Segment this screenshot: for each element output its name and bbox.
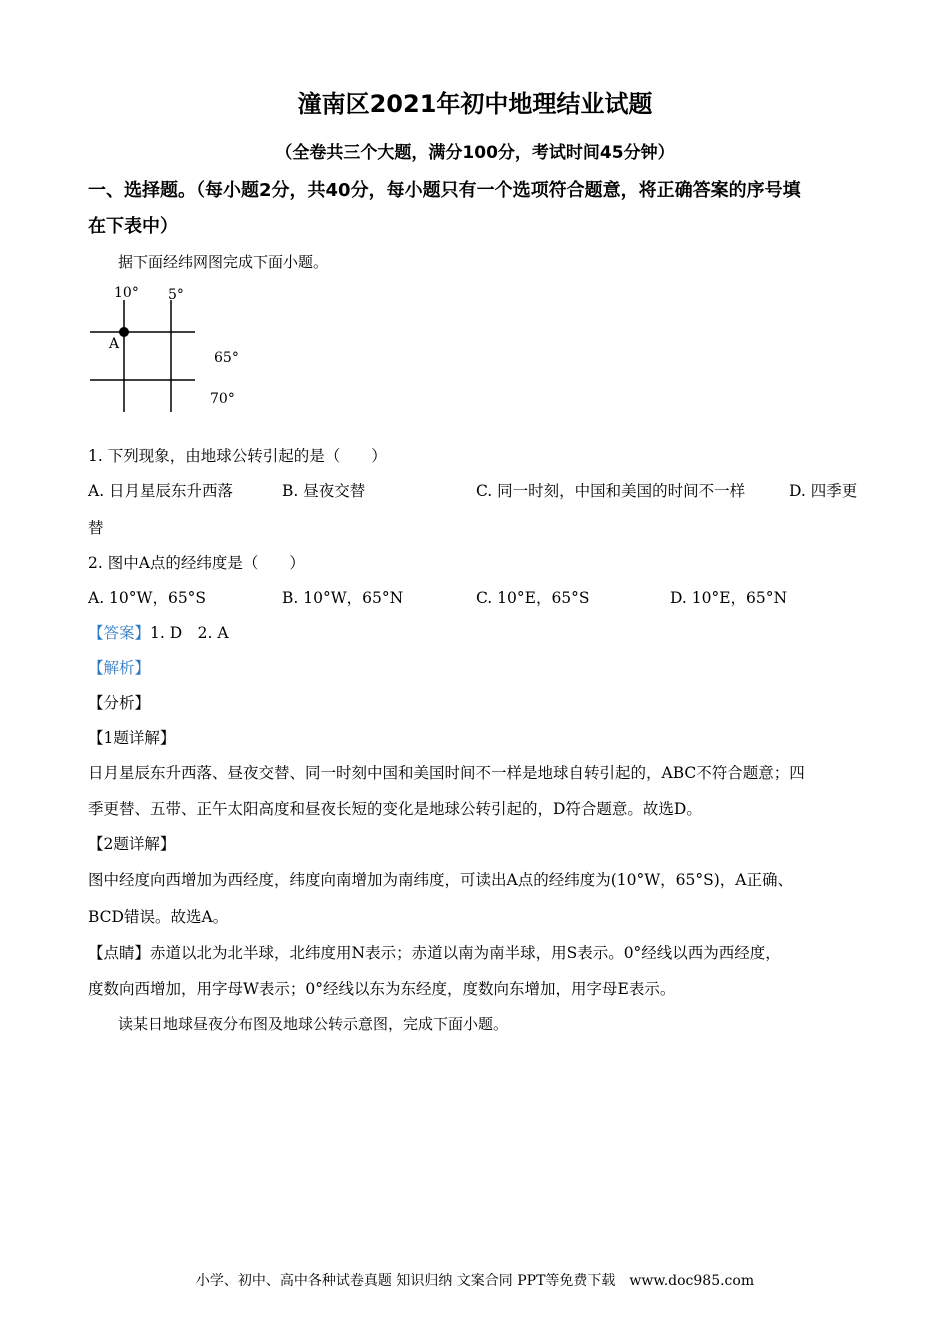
analysis-tag: 【解析】 [88,659,151,677]
tip-line2: 度数向西增加，用字母W表示；0°经线以东为东经度，度数向东增加，用字母E表示。 [88,980,676,998]
q2-stem: 2. 图中A点的经纬度是（ ） [88,554,305,572]
answer-text: 1. D 2. A [150,624,229,642]
q1-option-c: C. 同一时刻，中国和美国的时间不一样 [476,482,746,500]
page-subtitle: （全卷共三个大题，满分100分，考试时间45分钟） [275,143,675,163]
answer-tag: 【答案】 [88,624,151,642]
detail1-line2: 季更替、五带、正午太阳高度和昼夜长短的变化是地球公转引起的，D符合题意。故选D。 [88,800,702,818]
fenxi-tag: 【分析】 [88,694,151,712]
lat-label-70: 70° [210,391,235,407]
intro1: 据下面经纬网图完成下面小题。 [118,253,329,271]
lon-label-10: 10° [114,285,139,301]
lat-label-65: 65° [214,350,239,366]
q2-option-c: C. 10°E，65°S [476,589,590,607]
tip-text1: 赤道以北为北半球，北纬度用N表示；赤道以南为南半球，用S表示。0°经线以西为西经度， [150,944,781,962]
page-footer: 小学、初中、高中各种试卷真题 知识归纳 文案合同 PPT等免费下载 www.doc985.com [195,1273,755,1289]
q1-option-d-wrap: 替 [88,519,104,537]
detail1-line1: 日月星辰东升西落、昼夜交替、同一时刻中国和美国时间不一样是地球自转引起的，ABC不符合题意；四 [88,764,805,782]
tip-tag: 【点睛】 [88,944,151,962]
detail2-line2: BCD错误。故选A。 [88,908,229,926]
q2-option-a: A. 10°W，65°S [88,589,207,607]
q2-option-b: B. 10°W，65°N [282,589,404,607]
page-title: 潼南区2021年初中地理结业试题 [297,90,653,118]
tip-line1 [88,941,781,963]
detail2-line1: 图中经度向西增加为西经度，纬度向南增加为南纬度，可读出A点的经纬度为(10°W，65°S)，A正确、 [88,871,793,889]
detail2-tag: 【2题详解】 [88,835,176,853]
section1-line2: 在下表中） [88,216,178,237]
q1-option-b: B. 昼夜交替 [282,482,366,500]
detail1-tag: 【1题详解】 [88,729,176,747]
intro2: 读某日地球昼夜分布图及地球公转示意图，完成下面小题。 [118,1015,509,1033]
q1-stem: 1. 下列现象，由地球公转引起的是（ ） [88,447,387,465]
q1-option-a: A. 日月星辰东升西落 [88,482,234,500]
lon-label-5: 5° [168,287,184,303]
q1-option-d: D. 四季更 [789,482,858,500]
section1-line1: 一、选择题。（每小题2分，共40分，每小题只有一个选项符合题意，将正确答案的序号填 [88,180,801,201]
point-a-marker [119,327,129,337]
q2-option-d: D. 10°E，65°N [670,589,788,607]
point-a-label: A [109,336,120,352]
answer-line [88,621,229,643]
